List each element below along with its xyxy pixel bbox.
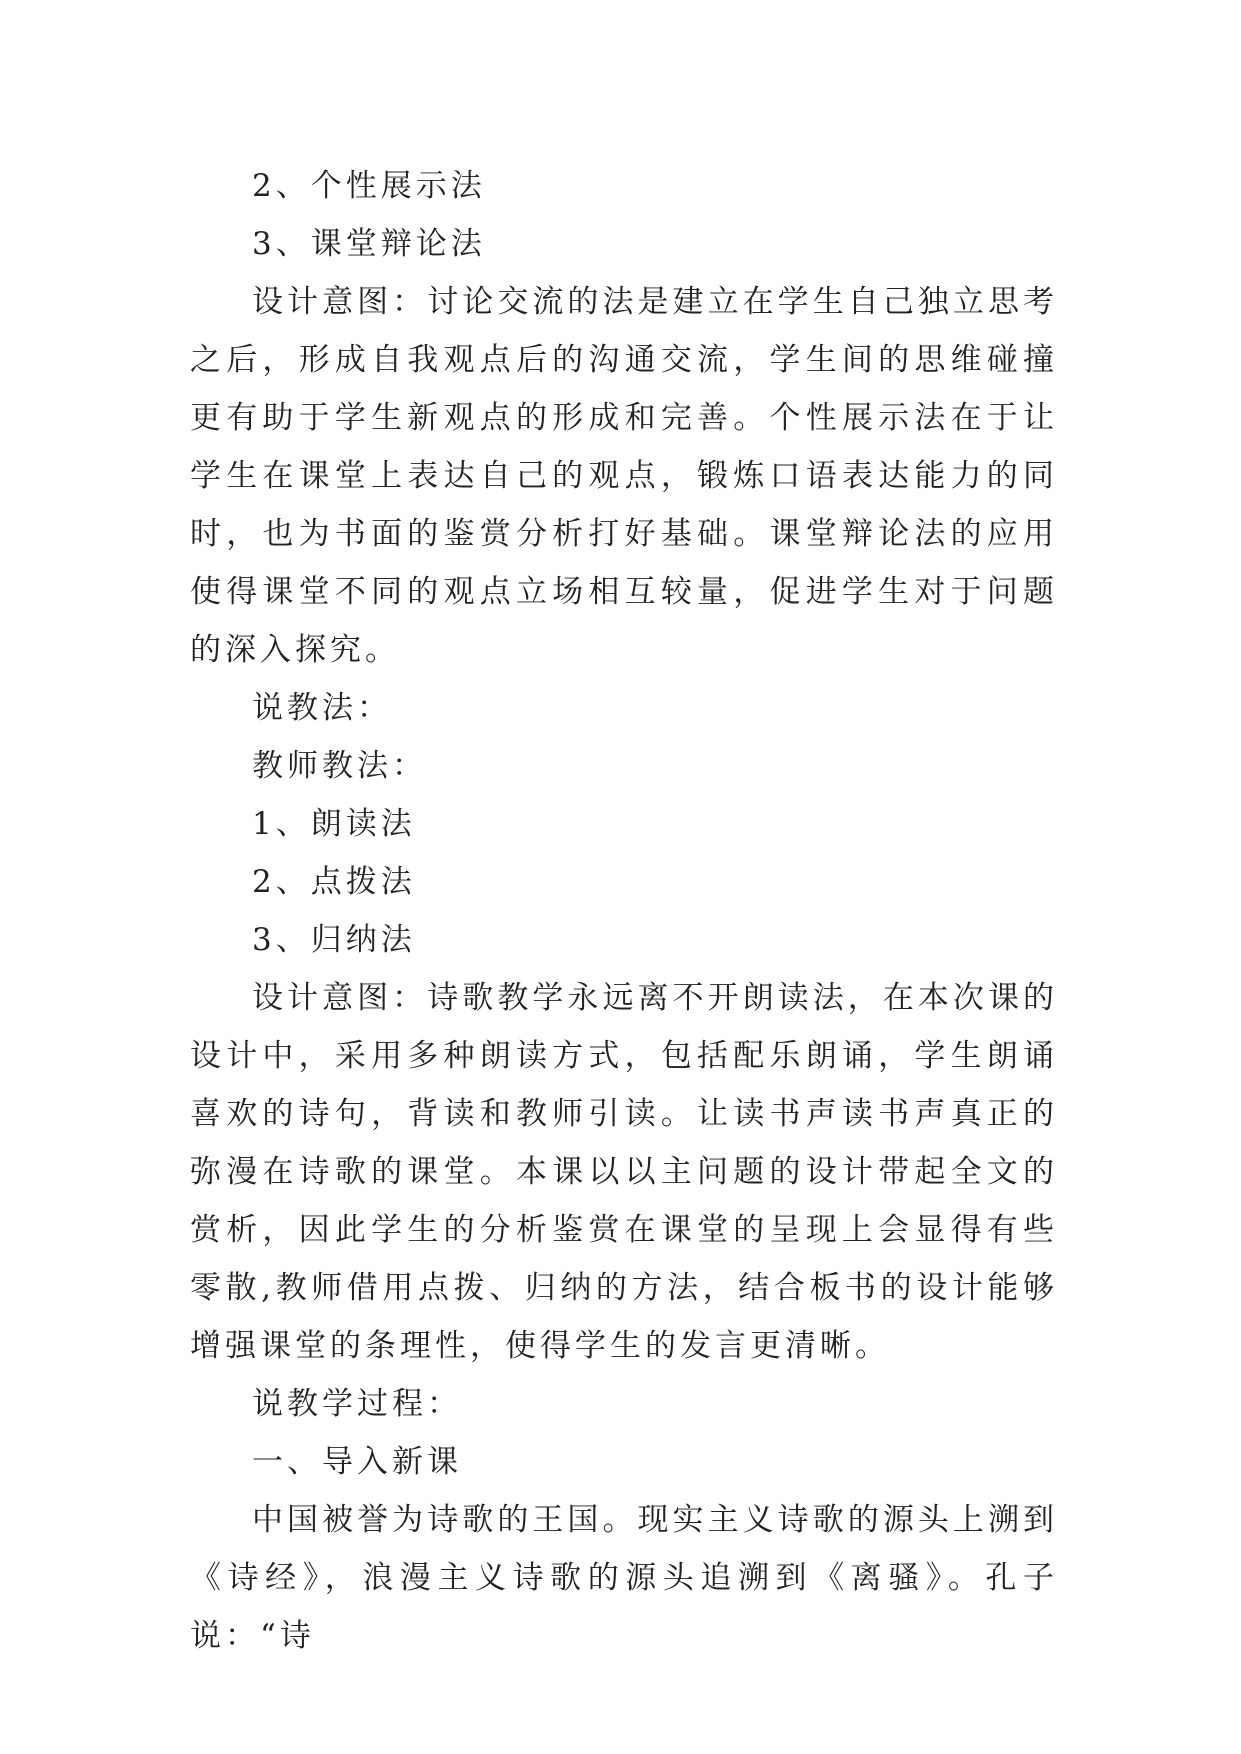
document-body <box>190 157 1058 1665</box>
heading-teaching-method: 说教法： <box>252 690 392 726</box>
paragraph-guiding-method: 2、点拨法 <box>252 864 416 900</box>
heading-introduction: 一、导入新课 <box>252 1444 462 1480</box>
heading-teacher-method: 教师教法： <box>252 748 427 784</box>
paragraph-method-3: 3、课堂辩论法 <box>252 226 486 262</box>
heading-teaching-process: 说教学过程： <box>252 1386 462 1422</box>
paragraph-introduction: 中国被誉为诗歌的王国。现实主义诗歌的源头上溯到《诗经》，浪漫主义诗歌的源头追溯到《离骚》。孔子说：“诗 <box>190 1502 1058 1654</box>
paragraph-summarizing-method: 3、归纳法 <box>252 922 416 958</box>
paragraph-reading-method: 1、朗读法 <box>252 806 416 842</box>
paragraph-design-intent-2: 设计意图：诗歌教学永远离不开朗读法，在本次课的设计中，采用多种朗读方式，包括配乐朗诵，学生朗诵喜欢的诗句，背读和教师引读。让读书声读书声真正的弥漫在诗歌的课堂。本课以以主问题的设计带起全文的赏析，因此学生的分析鉴赏在课堂的呈现上会显得有些零散,教师借用点拨、归纳的方法，结合板书的设计能够增强课堂的条理性，使得学生的发言更清晰。 <box>190 980 1058 1364</box>
paragraph-design-intent-1: 设计意图：讨论交流的法是建立在学生自己独立思考之后，形成自我观点后的沟通交流，学生间的思维碰撞更有助于学生新观点的形成和完善。个性展示法在于让学生在课堂上表达自己的观点，锻炼口语表达能力的同时，也为书面的鉴赏分析打好基础。课堂辩论法的应用使得课堂不同的观点立场相互较量，促进学生对于问题的深入探究。 <box>190 284 1058 668</box>
paragraph-method-2: 2、个性展示法 <box>252 168 486 204</box>
